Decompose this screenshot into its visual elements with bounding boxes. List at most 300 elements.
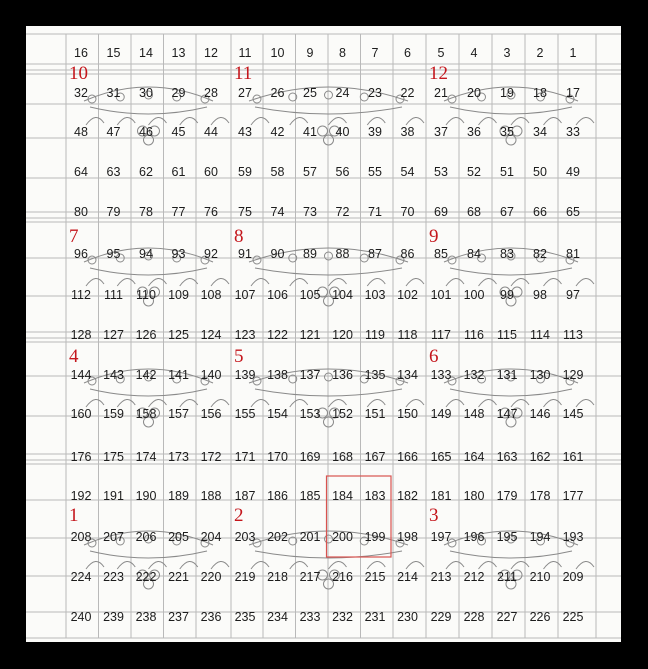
grid-number: 76 bbox=[204, 205, 218, 219]
grid-number: 29 bbox=[171, 86, 186, 100]
grid-number: 209 bbox=[562, 570, 584, 584]
grid-number: 15 bbox=[106, 46, 121, 60]
motif-loop bbox=[290, 278, 308, 286]
grid-number: 99 bbox=[500, 288, 514, 302]
grid-number: 46 bbox=[139, 125, 153, 139]
grid-number: 28 bbox=[204, 86, 218, 100]
grid-number: 54 bbox=[400, 165, 415, 179]
grid-number: 112 bbox=[71, 288, 91, 302]
numbered-grid-sheet bbox=[26, 26, 621, 642]
grid-number: 133 bbox=[430, 368, 452, 382]
motif-loop bbox=[117, 561, 135, 569]
grid-number: 98 bbox=[533, 288, 547, 302]
grid-number: 43 bbox=[238, 125, 252, 139]
grid-number: 75 bbox=[238, 205, 252, 219]
grid-number: 217 bbox=[299, 570, 321, 584]
motif-loop bbox=[406, 117, 424, 125]
section-label: 2 bbox=[234, 505, 244, 526]
grid-number: 210 bbox=[529, 570, 551, 584]
grid-number: 63 bbox=[106, 165, 121, 179]
grid-number: 129 bbox=[562, 368, 584, 382]
motif-loop bbox=[290, 117, 308, 125]
motif-loop bbox=[251, 117, 269, 125]
grid-number: 56 bbox=[335, 165, 350, 179]
grid-number: 50 bbox=[533, 165, 547, 179]
grid-number: 105 bbox=[299, 288, 321, 302]
grid-number: 144 bbox=[70, 368, 92, 382]
grid-number: 86 bbox=[400, 247, 415, 261]
grid-number: 202 bbox=[267, 530, 288, 544]
motif-loop bbox=[406, 561, 424, 569]
grid-number: 53 bbox=[434, 165, 448, 179]
grid-number: 68 bbox=[467, 205, 481, 219]
motif-loop bbox=[251, 561, 269, 569]
grid-number: 104 bbox=[332, 288, 353, 302]
grid-number: 227 bbox=[496, 610, 518, 624]
motif-loop bbox=[117, 399, 135, 407]
section-label: 5 bbox=[234, 346, 244, 367]
grid-number: 205 bbox=[168, 530, 189, 544]
grid-number: 173 bbox=[168, 450, 189, 464]
grid-number: 166 bbox=[397, 450, 418, 464]
motif-loop bbox=[479, 561, 497, 569]
grid-number: 88 bbox=[335, 247, 350, 261]
grid-number: 70 bbox=[400, 205, 415, 219]
grid-number: 97 bbox=[566, 288, 580, 302]
grid-number: 168 bbox=[332, 450, 353, 464]
motif-loop bbox=[180, 561, 198, 569]
grid-number: 178 bbox=[529, 489, 551, 503]
motif-loop bbox=[86, 399, 104, 407]
grid-number: 236 bbox=[200, 610, 222, 624]
grid-number: 55 bbox=[368, 165, 382, 179]
grid-number: 234 bbox=[267, 610, 288, 624]
grid-number: 215 bbox=[364, 570, 386, 584]
section-label: 8 bbox=[234, 226, 244, 247]
grid-number: 171 bbox=[234, 450, 256, 464]
grid-number: 162 bbox=[529, 450, 551, 464]
grid-number: 201 bbox=[299, 530, 321, 544]
grid-number: 11 bbox=[238, 46, 252, 60]
grid-number: 90 bbox=[270, 247, 285, 261]
grid-number: 212 bbox=[463, 570, 485, 584]
motif-loop bbox=[511, 399, 529, 407]
grid-number: 169 bbox=[299, 450, 321, 464]
grid-number: 156 bbox=[200, 407, 222, 421]
grid-number: 117 bbox=[431, 328, 451, 342]
grid-number: 238 bbox=[135, 610, 157, 624]
grid-number: 2 bbox=[536, 46, 544, 60]
grid-number: 196 bbox=[463, 530, 485, 544]
grid-number: 87 bbox=[368, 247, 382, 261]
grid-number: 228 bbox=[463, 610, 485, 624]
grid-number: 69 bbox=[434, 205, 448, 219]
grid-number: 37 bbox=[434, 125, 448, 139]
motif-loop bbox=[117, 117, 135, 125]
grid-number: 20 bbox=[467, 86, 481, 100]
grid-number: 72 bbox=[335, 205, 350, 219]
grid-number: 45 bbox=[171, 125, 186, 139]
grid-number: 32 bbox=[74, 86, 88, 100]
grid-number: 41 bbox=[303, 125, 317, 139]
grid-number: 26 bbox=[270, 86, 285, 100]
grid-number: 52 bbox=[467, 165, 481, 179]
grid-number: 158 bbox=[135, 407, 157, 421]
grid-number: 150 bbox=[397, 407, 418, 421]
grid-number: 218 bbox=[267, 570, 288, 584]
section-label: 7 bbox=[69, 226, 79, 247]
grid-number: 163 bbox=[496, 450, 518, 464]
grid-number: 73 bbox=[303, 205, 317, 219]
grid-number: 229 bbox=[430, 610, 452, 624]
motif-loop bbox=[367, 117, 385, 125]
motif-loop bbox=[511, 278, 529, 286]
grid-number: 159 bbox=[103, 407, 124, 421]
grid-number: 24 bbox=[335, 86, 350, 100]
grid-number: 152 bbox=[332, 407, 353, 421]
motif-loop bbox=[290, 561, 308, 569]
motif-loop bbox=[251, 278, 269, 286]
motif-loop bbox=[180, 117, 198, 125]
grid-number: 189 bbox=[168, 489, 189, 503]
grid-number: 81 bbox=[566, 247, 580, 261]
grid-number: 145 bbox=[562, 407, 584, 421]
grid-number: 126 bbox=[135, 328, 157, 342]
motif-loop bbox=[211, 399, 229, 407]
motif-loop bbox=[86, 561, 104, 569]
grid-number: 240 bbox=[70, 610, 92, 624]
motif-base bbox=[450, 107, 572, 114]
grid-number: 33 bbox=[566, 125, 580, 139]
grid-number: 17 bbox=[566, 86, 580, 100]
section-label: 9 bbox=[429, 226, 439, 247]
motif-loop bbox=[290, 399, 308, 407]
motif-loop bbox=[446, 117, 464, 125]
grid-number: 40 bbox=[335, 125, 350, 139]
grid-number: 3 bbox=[503, 46, 511, 60]
motif-loop bbox=[180, 399, 198, 407]
grid-number: 190 bbox=[135, 489, 157, 503]
grid-number: 147 bbox=[496, 407, 518, 421]
grid-number: 131 bbox=[496, 368, 518, 382]
grid-number: 137 bbox=[299, 368, 321, 382]
grid-number: 125 bbox=[168, 328, 189, 342]
grid-number: 7 bbox=[371, 46, 379, 60]
grid-number: 84 bbox=[467, 247, 481, 261]
grid-number: 172 bbox=[200, 450, 222, 464]
section-label: 4 bbox=[69, 346, 79, 367]
motif-loop bbox=[479, 117, 497, 125]
grid-number: 31 bbox=[106, 86, 121, 100]
motif-loop bbox=[329, 278, 347, 286]
grid-number: 153 bbox=[299, 407, 321, 421]
grid-number: 220 bbox=[200, 570, 222, 584]
motif-loop bbox=[211, 278, 229, 286]
grid-number: 176 bbox=[70, 450, 92, 464]
grid-number: 85 bbox=[434, 247, 448, 261]
grid-number: 211 bbox=[497, 570, 517, 584]
motif-base bbox=[90, 389, 207, 396]
grid-number: 14 bbox=[139, 46, 153, 60]
grid-number: 142 bbox=[135, 368, 157, 382]
grid-number: 16 bbox=[74, 46, 88, 60]
grid-number: 193 bbox=[562, 530, 584, 544]
motif-loop bbox=[406, 399, 424, 407]
grid-number: 1 bbox=[569, 46, 577, 60]
grid-number: 167 bbox=[364, 450, 386, 464]
grid-number: 78 bbox=[139, 205, 153, 219]
section-label: 6 bbox=[429, 346, 439, 367]
grid-number: 122 bbox=[267, 328, 288, 342]
grid-number: 226 bbox=[529, 610, 551, 624]
grid-number: 177 bbox=[562, 489, 584, 503]
grid-number: 195 bbox=[496, 530, 518, 544]
grid-number: 48 bbox=[74, 125, 88, 139]
motif-base bbox=[450, 389, 572, 396]
grid-number: 136 bbox=[332, 368, 353, 382]
grid-number: 206 bbox=[135, 530, 157, 544]
grid-number: 161 bbox=[562, 450, 584, 464]
motif-loop bbox=[446, 399, 464, 407]
grid-number: 235 bbox=[234, 610, 256, 624]
grid-number: 66 bbox=[533, 205, 547, 219]
section-label: 10 bbox=[69, 63, 88, 84]
grid-number: 58 bbox=[270, 165, 285, 179]
grid-number: 232 bbox=[332, 610, 353, 624]
grid-number: 151 bbox=[364, 407, 386, 421]
motif-loop bbox=[544, 399, 562, 407]
grid-number: 89 bbox=[303, 247, 317, 261]
grid-number: 184 bbox=[332, 489, 353, 503]
section-label: 12 bbox=[429, 63, 448, 84]
grid-number: 111 bbox=[103, 288, 123, 302]
grid-number: 121 bbox=[299, 328, 321, 342]
grid-number: 38 bbox=[400, 125, 415, 139]
grid-number: 64 bbox=[74, 165, 88, 179]
grid-number: 124 bbox=[200, 328, 222, 342]
grid-number: 204 bbox=[200, 530, 222, 544]
grid-number: 187 bbox=[234, 489, 256, 503]
grid-number: 92 bbox=[204, 247, 218, 261]
grid-number: 36 bbox=[467, 125, 481, 139]
section-label: 3 bbox=[429, 505, 439, 526]
grid-number: 191 bbox=[103, 489, 124, 503]
motif-loop bbox=[576, 399, 594, 407]
grid-number: 61 bbox=[171, 165, 186, 179]
grid-number: 233 bbox=[299, 610, 321, 624]
motif-loop bbox=[511, 117, 529, 125]
grid-number: 22 bbox=[400, 86, 415, 100]
grid-number: 164 bbox=[463, 450, 485, 464]
grid-number: 80 bbox=[74, 205, 88, 219]
grid-number: 194 bbox=[529, 530, 551, 544]
grid-number: 8 bbox=[339, 46, 346, 60]
grid-number: 155 bbox=[234, 407, 256, 421]
grid-number: 62 bbox=[139, 165, 153, 179]
motif-loop bbox=[117, 278, 135, 286]
motif-loop bbox=[544, 561, 562, 569]
grid-number: 71 bbox=[368, 205, 382, 219]
grid-number: 180 bbox=[463, 489, 485, 503]
grid-number: 109 bbox=[168, 288, 189, 302]
motif-loop bbox=[329, 117, 347, 125]
grid-number: 197 bbox=[430, 530, 452, 544]
section-label: 1 bbox=[69, 505, 79, 526]
motif-loop bbox=[367, 561, 385, 569]
grid-number: 107 bbox=[234, 288, 256, 302]
grid-number: 183 bbox=[364, 489, 386, 503]
motif-loop bbox=[86, 117, 104, 125]
grid-number: 179 bbox=[496, 489, 518, 503]
grid-number: 114 bbox=[530, 328, 550, 342]
grid-number: 130 bbox=[529, 368, 551, 382]
grid-number: 83 bbox=[500, 247, 514, 261]
motif-loop bbox=[511, 561, 529, 569]
motif-loop bbox=[479, 278, 497, 286]
grid-number: 49 bbox=[566, 165, 580, 179]
grid-number: 39 bbox=[368, 125, 382, 139]
motif-loop bbox=[544, 117, 562, 125]
motif-loop bbox=[446, 278, 464, 286]
grid-number: 100 bbox=[463, 288, 485, 302]
grid-number: 149 bbox=[430, 407, 452, 421]
grid-number: 18 bbox=[533, 86, 547, 100]
grid-number: 44 bbox=[204, 125, 218, 139]
motif-base bbox=[90, 107, 207, 114]
grid-number: 239 bbox=[103, 610, 124, 624]
motif-base bbox=[450, 551, 572, 558]
grid-number: 181 bbox=[430, 489, 452, 503]
grid-number: 25 bbox=[303, 86, 317, 100]
grid-number: 113 bbox=[563, 328, 583, 342]
grid-number: 34 bbox=[533, 125, 547, 139]
grid-number: 119 bbox=[365, 328, 385, 342]
grid-number: 188 bbox=[200, 489, 222, 503]
motif-loop bbox=[576, 278, 594, 286]
motif-loop bbox=[367, 278, 385, 286]
grid-number: 123 bbox=[234, 328, 256, 342]
grid-number: 19 bbox=[500, 86, 514, 100]
grid-number: 118 bbox=[397, 328, 418, 342]
grid-number: 110 bbox=[136, 288, 156, 302]
grid-number: 95 bbox=[106, 247, 121, 261]
grid-number: 157 bbox=[168, 407, 189, 421]
grid-number: 120 bbox=[332, 328, 353, 342]
grid-number: 231 bbox=[364, 610, 386, 624]
grid-number: 139 bbox=[234, 368, 256, 382]
grid-number: 128 bbox=[70, 328, 92, 342]
grid-number: 165 bbox=[430, 450, 452, 464]
grid-number: 135 bbox=[364, 368, 386, 382]
grid-number: 223 bbox=[103, 570, 124, 584]
grid-number: 106 bbox=[267, 288, 288, 302]
grid-number: 221 bbox=[168, 570, 189, 584]
grid-number: 216 bbox=[332, 570, 353, 584]
grid-number: 200 bbox=[332, 530, 353, 544]
grid-number: 224 bbox=[70, 570, 92, 584]
grid-number: 174 bbox=[135, 450, 157, 464]
grid-number: 67 bbox=[500, 205, 514, 219]
grid-number: 82 bbox=[533, 247, 547, 261]
grid-number: 134 bbox=[397, 368, 418, 382]
grid-number: 59 bbox=[238, 165, 252, 179]
grid-number: 65 bbox=[566, 205, 580, 219]
motif-loop bbox=[329, 399, 347, 407]
motif-loop bbox=[367, 399, 385, 407]
motif-loop bbox=[576, 117, 594, 125]
grid-number: 4 bbox=[470, 46, 478, 60]
grid-number: 60 bbox=[204, 165, 218, 179]
motif-loop bbox=[86, 278, 104, 286]
grid-number: 219 bbox=[234, 570, 256, 584]
grid-number: 208 bbox=[70, 530, 92, 544]
grid-number: 203 bbox=[234, 530, 256, 544]
section-label: 11 bbox=[234, 63, 253, 84]
grid-number: 192 bbox=[70, 489, 92, 503]
grid-number: 182 bbox=[397, 489, 418, 503]
grid-number: 237 bbox=[168, 610, 189, 624]
grid-number: 160 bbox=[70, 407, 92, 421]
grid-number: 10 bbox=[270, 46, 285, 60]
grid-number: 207 bbox=[103, 530, 124, 544]
grid-number: 143 bbox=[103, 368, 124, 382]
grid-number: 148 bbox=[463, 407, 485, 421]
grid-number: 27 bbox=[238, 86, 252, 100]
grid-number: 91 bbox=[238, 247, 252, 261]
grid-number: 42 bbox=[270, 125, 285, 139]
grid-number: 74 bbox=[270, 205, 285, 219]
motif-loop bbox=[211, 561, 229, 569]
grid-number: 127 bbox=[103, 328, 124, 342]
grid-number: 77 bbox=[171, 205, 186, 219]
grid-number: 175 bbox=[103, 450, 124, 464]
grid-number: 214 bbox=[397, 570, 418, 584]
motif-loop bbox=[180, 278, 198, 286]
motif-base bbox=[450, 268, 572, 275]
grid-number: 96 bbox=[74, 247, 88, 261]
grid-number: 101 bbox=[430, 288, 452, 302]
grid-number: 170 bbox=[267, 450, 288, 464]
grid-number: 30 bbox=[139, 86, 153, 100]
grid-number: 35 bbox=[500, 125, 514, 139]
grid-number: 23 bbox=[368, 86, 382, 100]
motif-loop bbox=[406, 278, 424, 286]
grid-number: 198 bbox=[397, 530, 418, 544]
grid-number: 94 bbox=[139, 247, 153, 261]
grid-number: 146 bbox=[529, 407, 551, 421]
grid-number: 6 bbox=[404, 46, 411, 60]
grid-number: 213 bbox=[430, 570, 452, 584]
grid-number: 103 bbox=[364, 288, 386, 302]
grid-number: 154 bbox=[267, 407, 288, 421]
grid-number: 51 bbox=[500, 165, 514, 179]
grid-number: 116 bbox=[464, 328, 484, 342]
grid-number: 222 bbox=[135, 570, 157, 584]
grid-number: 225 bbox=[562, 610, 584, 624]
grid-number: 186 bbox=[267, 489, 288, 503]
motif-loop bbox=[446, 561, 464, 569]
grid-number: 57 bbox=[303, 165, 317, 179]
grid-number: 138 bbox=[267, 368, 288, 382]
grid-number: 102 bbox=[397, 288, 418, 302]
grid-number: 21 bbox=[434, 86, 448, 100]
grid-number: 12 bbox=[204, 46, 218, 60]
grid-number: 79 bbox=[106, 205, 121, 219]
motif-loop bbox=[211, 117, 229, 125]
motif-base bbox=[90, 551, 207, 558]
grid-number: 115 bbox=[497, 328, 517, 342]
grid-number: 140 bbox=[200, 368, 222, 382]
